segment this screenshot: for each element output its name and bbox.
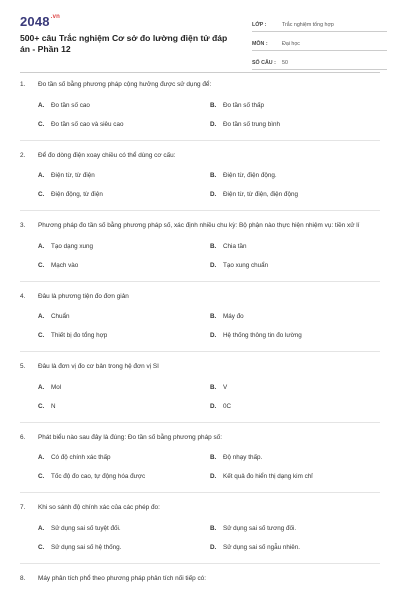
question-text	[20, 503, 380, 513]
option-text: 0C	[223, 402, 232, 410]
meta-info	[252, 13, 387, 70]
meta-row-class	[252, 13, 387, 32]
answer-option[interactable]	[210, 262, 382, 270]
meta-value: 50	[282, 60, 288, 66]
option-letter: C.	[38, 543, 45, 551]
question-number: 8.	[20, 574, 26, 582]
option-letter: B.	[210, 313, 217, 320]
answer-option[interactable]	[38, 172, 210, 180]
question-text	[20, 292, 380, 302]
question-number: 5.	[20, 363, 26, 370]
option-text: Đo tần số trung bình	[223, 120, 281, 128]
question-item	[20, 292, 380, 341]
meta-value: Trắc nghiệm tổng hợp	[282, 22, 334, 28]
answer-option[interactable]	[38, 262, 210, 270]
answer-option[interactable]	[38, 243, 210, 251]
header-divider	[20, 72, 380, 73]
option-text: Sử dụng sai số tuyệt đối.	[51, 524, 121, 532]
site-logo[interactable]	[20, 14, 60, 29]
option-letter: C.	[38, 261, 45, 269]
meta-value: Đại học	[282, 41, 300, 47]
question-divider	[20, 140, 380, 141]
option-letter: D.	[210, 543, 217, 551]
option-text: Đo tần số cao và siêu cao	[51, 120, 124, 128]
option-letter: A.	[38, 101, 45, 109]
question-text	[20, 433, 380, 443]
question-item	[20, 574, 380, 584]
question-item	[20, 503, 380, 552]
option-text: Điện động, từ điện	[51, 191, 103, 198]
question-body: Đâu là đơn vị đo cơ bản trong hệ đơn vị SI	[38, 363, 159, 370]
answer-option[interactable]	[38, 525, 210, 533]
answer-option[interactable]	[38, 384, 210, 392]
answer-option[interactable]	[38, 102, 210, 110]
option-text: Mạch vào	[51, 261, 79, 269]
option-letter: B.	[210, 454, 217, 461]
answer-options	[20, 525, 380, 552]
option-letter: A.	[38, 524, 45, 532]
answer-option[interactable]	[210, 403, 382, 411]
option-text: Điện từ, điện động.	[223, 172, 277, 179]
question-item	[20, 433, 380, 482]
answer-option[interactable]	[38, 191, 210, 199]
option-letter: C.	[38, 191, 45, 198]
question-text	[20, 362, 380, 372]
answer-option[interactable]	[210, 191, 382, 199]
option-letter: C.	[38, 402, 45, 410]
answer-options	[20, 172, 380, 199]
answer-options	[20, 454, 380, 481]
meta-row-subject	[252, 32, 387, 51]
question-item	[20, 151, 380, 200]
option-text: Mol	[51, 383, 62, 391]
question-text	[20, 151, 380, 161]
option-letter: A.	[38, 172, 45, 179]
option-letter: A.	[38, 242, 45, 250]
option-text: Kết quả đo hiển thị dạng kim chỉ	[223, 473, 313, 480]
answer-option[interactable]	[38, 403, 210, 411]
meta-label: LỚP :	[252, 22, 267, 28]
question-body: Máy phân tích phổ theo phương pháp phân tích nối tiếp có:	[38, 574, 206, 582]
option-text: Tạo xung chuẩn	[223, 261, 269, 269]
option-letter: D.	[210, 402, 217, 410]
answer-option[interactable]	[210, 243, 382, 251]
question-item	[20, 221, 380, 270]
option-letter: A.	[38, 313, 45, 320]
answer-option[interactable]	[210, 172, 382, 180]
answer-options	[20, 384, 380, 411]
question-body: Phương pháp đo tần số bằng phương pháp số, xác định nhiều chu kỳ: Bộ phận nào thực hiện nhiệm vụ: tiền xử lí	[38, 222, 360, 229]
option-letter: A.	[38, 454, 45, 461]
option-text: Điện từ, từ điện, điện động	[223, 191, 298, 198]
answer-option[interactable]	[210, 121, 382, 129]
answer-option[interactable]	[38, 121, 210, 129]
answer-option[interactable]	[38, 332, 210, 340]
logo-text: 2048	[20, 14, 50, 29]
option-letter: D.	[210, 120, 217, 128]
answer-option[interactable]	[210, 473, 382, 481]
question-number: 1.	[20, 81, 26, 88]
answer-options	[20, 102, 380, 129]
option-letter: C.	[38, 120, 45, 128]
question-text	[20, 574, 380, 584]
option-letter: A.	[38, 383, 45, 391]
page-title: 500+ câu Trắc nghiệm Cơ sở đo lường điện tử đáp án - Phần 12	[20, 33, 228, 54]
question-divider	[20, 422, 380, 423]
option-letter: B.	[210, 242, 217, 250]
answer-options	[20, 243, 380, 270]
option-letter: D.	[210, 332, 217, 339]
option-text: Chuẩn	[51, 313, 70, 320]
option-letter: C.	[38, 473, 45, 480]
option-letter: D.	[210, 191, 217, 198]
header	[0, 0, 400, 72]
option-text: Tốc độ đo cao, tự động hóa được	[51, 473, 146, 480]
answer-option[interactable]	[38, 454, 210, 462]
option-text: Sử dụng sai số ngẫu nhiên.	[223, 543, 301, 551]
question-number: 2.	[20, 151, 26, 159]
logo-suffix: .vn	[50, 14, 61, 20]
question-divider	[20, 281, 380, 282]
question-body: Phát biểu nào sau đây là đúng: Đo tần số bằng phương pháp số:	[38, 433, 222, 441]
answer-option[interactable]	[210, 544, 382, 552]
answer-option[interactable]	[38, 473, 210, 481]
question-number: 6.	[20, 433, 26, 441]
question-item	[20, 362, 380, 411]
option-text: Có độ chính xác thấp	[51, 454, 111, 461]
question-number: 7.	[20, 504, 26, 511]
option-text: Chia tần	[223, 242, 247, 250]
option-letter: B.	[210, 101, 217, 109]
option-text: Tạo dạng xung	[51, 242, 94, 250]
answer-option[interactable]	[38, 544, 210, 552]
question-body: Đo tần số bằng phương pháp cộng hưởng được sử dụng để:	[38, 81, 212, 88]
question-body: Đâu là phương tiện đo đơn giản	[38, 292, 129, 300]
option-text: Đo tần số thấp	[223, 101, 264, 109]
meta-row-count	[252, 51, 387, 70]
question-divider	[20, 563, 380, 564]
answer-options	[20, 313, 380, 340]
option-text: V	[223, 383, 228, 391]
option-letter: B.	[210, 524, 217, 532]
option-letter: B.	[210, 172, 217, 179]
answer-option[interactable]	[210, 102, 382, 110]
meta-label: MÔN :	[252, 41, 268, 47]
option-letter: B.	[210, 383, 217, 391]
question-divider	[20, 210, 380, 211]
option-text: Độ nhạy thấp.	[223, 454, 263, 461]
option-text: Sử dụng sai số hệ thống.	[51, 543, 122, 551]
option-letter: D.	[210, 261, 217, 269]
question-number: 3.	[20, 222, 26, 229]
answer-option[interactable]	[210, 332, 382, 340]
question-body: Khi so sánh độ chính xác của các phép đo:	[38, 504, 160, 511]
option-text: Đo tần số cao	[51, 101, 90, 109]
meta-label: SỐ CÂU :	[252, 60, 276, 66]
answer-option[interactable]	[210, 384, 382, 392]
question-list	[20, 80, 380, 583]
question-number: 4.	[20, 292, 26, 300]
question-divider	[20, 492, 380, 493]
question-text	[20, 221, 380, 231]
answer-option[interactable]	[38, 313, 210, 321]
option-letter: C.	[38, 332, 45, 339]
option-letter: D.	[210, 473, 217, 480]
answer-option[interactable]	[210, 454, 382, 462]
answer-option[interactable]	[210, 313, 382, 321]
option-text: Máy đo	[223, 313, 244, 320]
question-item	[20, 80, 380, 129]
option-text: Sử dụng sai số tương đối.	[223, 524, 297, 532]
answer-option[interactable]	[210, 525, 382, 533]
option-text: Thiết bị đo tổng hợp	[51, 332, 108, 339]
option-text: Hệ thống thông tin đo lường	[223, 332, 302, 339]
option-text: N	[51, 402, 56, 410]
question-text	[20, 80, 380, 90]
option-text: Điện từ, từ điện	[51, 172, 95, 179]
question-body: Để đo dòng điện xoay chiều có thể dùng cơ cấu:	[38, 151, 176, 159]
question-divider	[20, 351, 380, 352]
